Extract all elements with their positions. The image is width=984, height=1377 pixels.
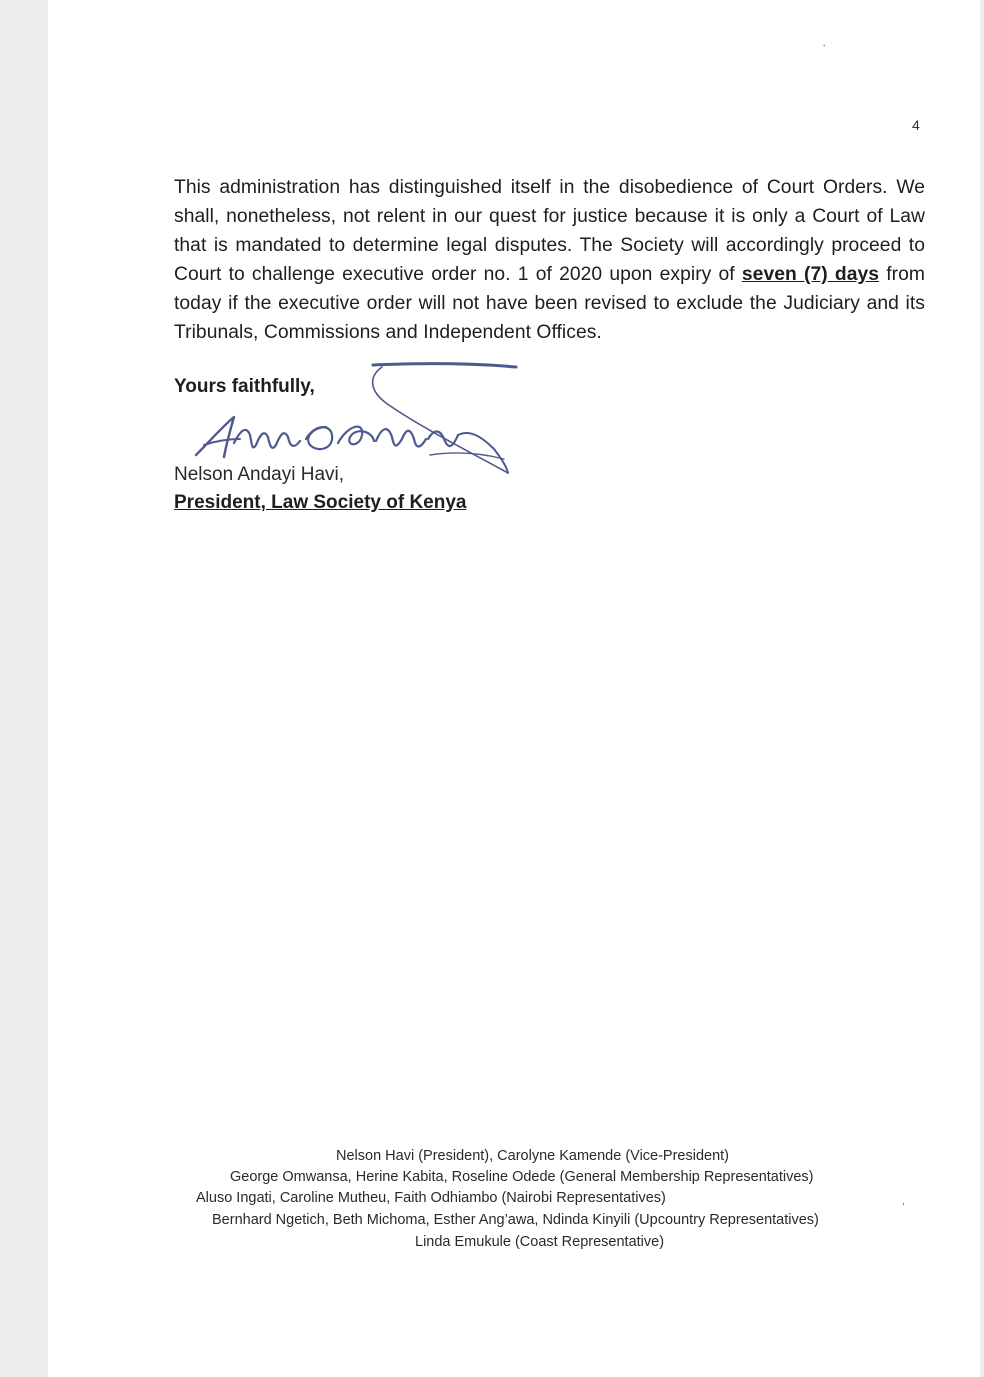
closing-salutation: Yours faithfully, xyxy=(174,376,315,397)
deadline-emphasis: seven (7) days xyxy=(741,264,880,285)
stray-mark: ʼ xyxy=(823,44,826,55)
stray-mark: , xyxy=(902,1196,905,1207)
council-line-officers: Nelson Havi (President), Carolyne Kamende (Vice-President) xyxy=(336,1148,730,1164)
council-line-nairobi: Aluso Ingati, Caroline Mutheu, Faith Odhiambo (Nairobi Representatives) xyxy=(196,1190,666,1206)
page-number: 4 xyxy=(912,117,920,133)
council-line-upcountry: Bernhard Ngetich, Beth Michoma, Esther Ang’awa, Ndinda Kinyili (Upcountry Representatives) xyxy=(212,1212,819,1228)
paragraph-text-end: from today if the executive order will not have been revised to exclude the Judiciary and its Tribunals, Commissions and Independent Offices. xyxy=(174,264,926,343)
body-paragraph xyxy=(174,173,925,347)
scan-right-margin xyxy=(980,0,984,1377)
signer-title: President, Law Society of Kenya xyxy=(174,492,467,513)
council-line-coast: Linda Emukule (Coast Representative) xyxy=(415,1234,665,1250)
council-line-general: George Omwansa, Herine Kabita, Roseline Odede (General Membership Representatives) xyxy=(230,1169,814,1185)
signer-name: Nelson Andayi Havi, xyxy=(174,464,345,485)
paragraph-text-start: This administration has distinguished itself in the disobedience of Court Orders. We shall, nonetheless, not relent in our quest for justice because it is only a Court of Law that is mandated to determine legal disputes. The Society will accordingly proceed to Court to challenge executive order no. 1 of 2020 upon expiry of xyxy=(174,177,925,285)
scan-left-margin xyxy=(0,0,48,1377)
